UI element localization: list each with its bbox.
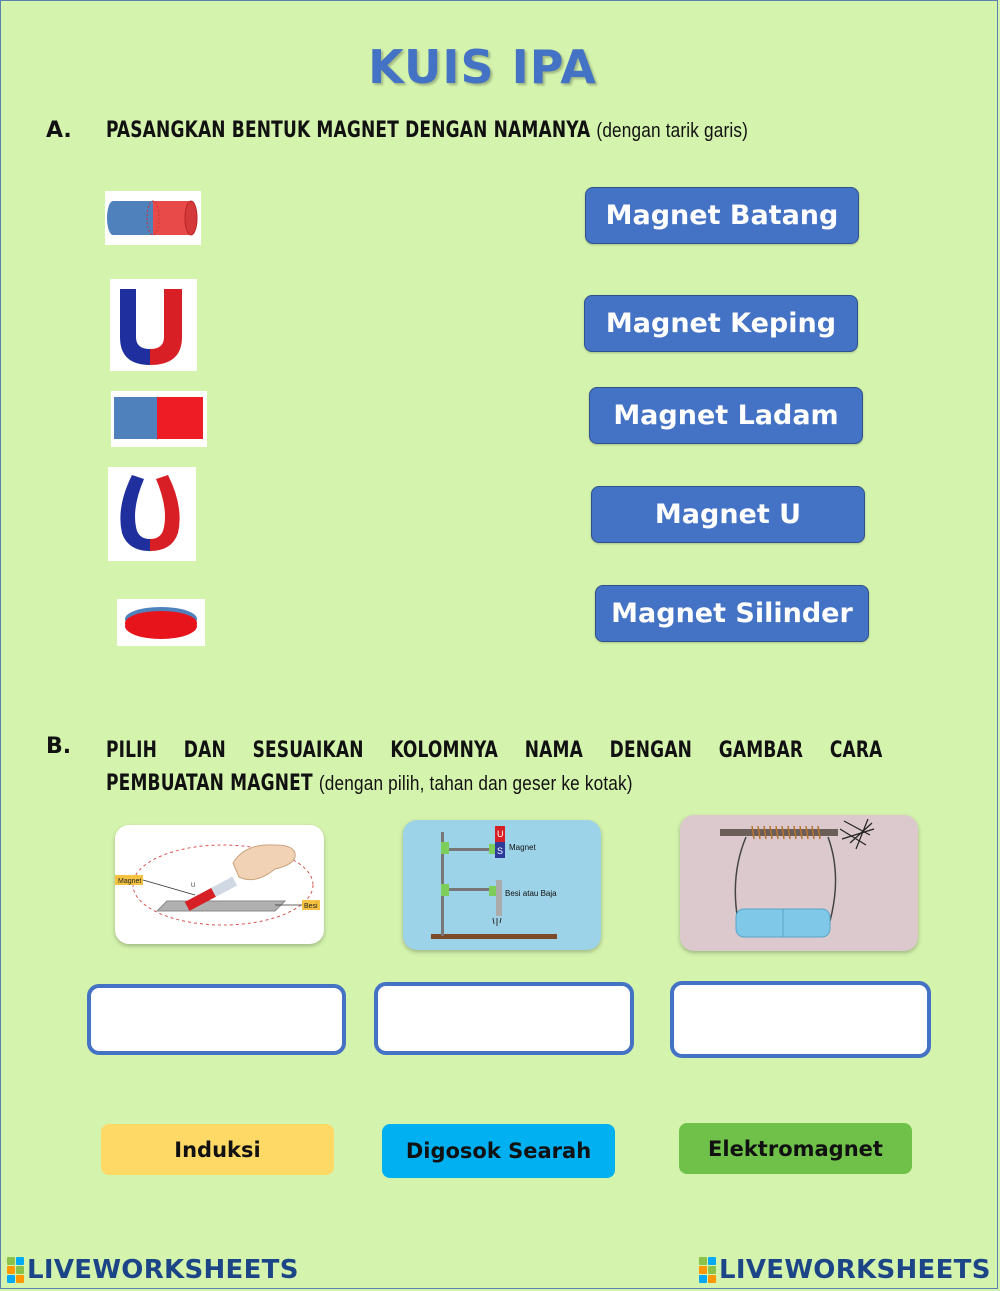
section-b-instruction-line1 <box>106 734 883 767</box>
answer-induksi[interactable]: Induksi <box>101 1124 334 1175</box>
card2-besi-label: Besi atau Baja <box>505 889 557 898</box>
card1-besi-label: Besi <box>304 903 318 910</box>
method-card-electromagnet <box>680 815 918 951</box>
section-a-instruction-text: PASANGKAN BENTUK MAGNET DENGAN NAMANYA <box>106 118 591 143</box>
electromagnet-illustration <box>680 815 918 951</box>
horseshoe-magnet-icon <box>108 467 196 561</box>
instruction-word: PILIH <box>106 738 158 763</box>
card2-s-label: S <box>497 846 504 856</box>
rubbing-illustration <box>115 825 324 944</box>
method-card-induction <box>403 820 601 950</box>
card2-u-label: U <box>497 829 504 839</box>
footer-brand-left: LIVEWORKSHEETS <box>27 1255 299 1285</box>
instruction-line2-text: PEMBUATAN MAGNET <box>106 771 313 796</box>
page-title: KUIS IPA <box>368 40 597 94</box>
cylinder-magnet-icon <box>105 191 201 245</box>
instruction-word: DAN <box>183 738 226 763</box>
answer-elektromagnet[interactable]: Elektromagnet <box>679 1123 912 1174</box>
instruction-word: DENGAN <box>609 738 693 763</box>
section-b-instruction <box>106 734 883 801</box>
disc-magnet-icon <box>117 599 205 646</box>
drop-box-2[interactable] <box>374 982 634 1055</box>
section-b-instruction-line2 <box>106 767 871 801</box>
footer-brand-right: LIVEWORKSHEETS <box>719 1255 991 1285</box>
instruction-word: KOLOMNYA <box>390 738 499 763</box>
card2-magnet-label: Magnet <box>509 843 536 852</box>
section-b-note: (dengan pilih, tahan dan geser ke kotak) <box>318 773 633 795</box>
section-a-instruction <box>106 118 748 143</box>
drop-box-1[interactable] <box>87 984 346 1055</box>
induction-illustration <box>403 820 601 950</box>
method-card-rubbing <box>115 825 324 944</box>
liveworksheets-logo-icon <box>7 1257 24 1283</box>
section-a-note: (dengan tarik garis) <box>596 120 749 142</box>
u-magnet-icon <box>110 279 197 371</box>
instruction-word: GAMBAR <box>718 738 804 763</box>
name-option-ladam[interactable]: Magnet Ladam <box>589 387 863 444</box>
section-b-letter: B. <box>46 734 72 759</box>
name-option-silinder[interactable]: Magnet Silinder <box>595 585 869 642</box>
instruction-word: SESUAIKAN <box>252 738 364 763</box>
liveworksheets-logo-icon <box>699 1257 716 1283</box>
section-a-letter: A. <box>46 118 72 143</box>
footer-logo-right <box>699 1255 991 1285</box>
card1-u-label: U <box>191 883 196 889</box>
instruction-word: CARA <box>829 738 883 763</box>
name-option-u[interactable]: Magnet U <box>591 486 865 543</box>
bar-magnet-icon <box>111 391 207 447</box>
footer-logo-left <box>7 1255 299 1285</box>
drop-box-3[interactable] <box>670 981 931 1058</box>
name-option-batang[interactable]: Magnet Batang <box>585 187 859 244</box>
name-option-keping[interactable]: Magnet Keping <box>584 295 858 352</box>
answer-digosok-searah[interactable]: Digosok Searah <box>382 1124 615 1178</box>
instruction-word: NAMA <box>524 738 583 763</box>
card1-magnet-label: Magnet <box>118 878 142 885</box>
